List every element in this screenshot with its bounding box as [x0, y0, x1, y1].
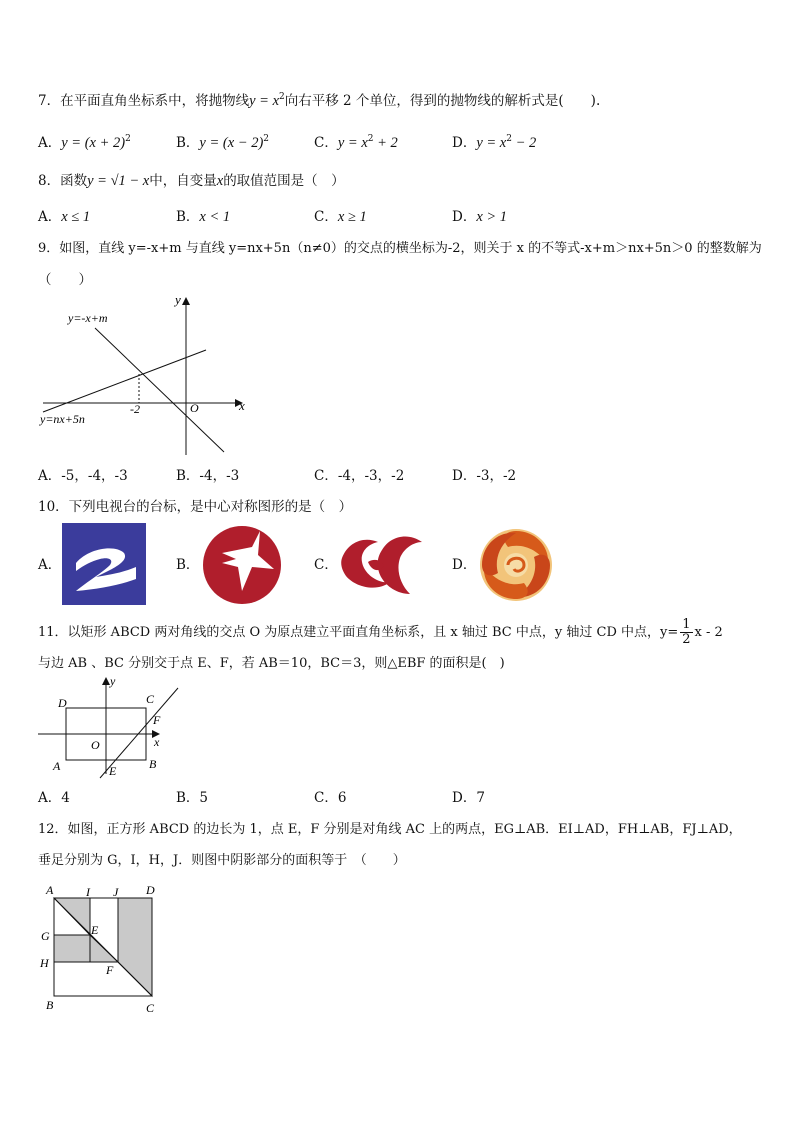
q12-label-a: A: [46, 883, 54, 897]
q9-origin-label: O: [190, 401, 199, 415]
q8-option-d[interactable]: D．x > 1: [452, 209, 508, 225]
q11-y-arrow: [102, 677, 110, 685]
q9-line-neg: [95, 328, 224, 452]
q12-label-b: B: [46, 998, 54, 1012]
q9-tick-label: -2: [130, 402, 140, 416]
q7-option-a[interactable]: A．$y = (x + 2)^2$: [38, 134, 131, 151]
q11-label-b: B: [149, 757, 157, 771]
q9-option-b[interactable]: B．-4，-3: [176, 468, 240, 484]
q10-stem: 10．下列电视台的台标，是中心对称图形的是（ ）: [38, 499, 353, 515]
q12-label-f: F: [106, 963, 114, 977]
q11-label-e: E: [109, 764, 117, 778]
q11-label-o: O: [91, 738, 100, 752]
q9-y-label: y: [175, 292, 181, 307]
q12-label-d: D: [146, 883, 155, 897]
q11-figure: [36, 674, 186, 784]
phoenix-spiral-logo: [478, 527, 554, 603]
q11-x-label: x: [154, 735, 160, 749]
q11-label-f: F: [153, 713, 161, 727]
q11-label-d: D: [58, 696, 67, 710]
q12-figure: [36, 880, 168, 1018]
q9-y-arrow: [182, 297, 190, 305]
q7-option-c[interactable]: C．$y = x^2 + 2$: [314, 134, 398, 151]
q12-label-i: I: [86, 885, 90, 899]
q10-option-c-label[interactable]: C．: [314, 557, 338, 573]
q12-label-c: C: [146, 1001, 155, 1015]
q9-stem-line2: （ ）: [38, 272, 92, 288]
q8-option-c[interactable]: C．x ≥ 1: [314, 209, 367, 225]
q9-label-neg: y=-x+m: [68, 311, 108, 325]
q10-option-a-label[interactable]: A．: [38, 557, 62, 573]
q7-option-d[interactable]: D．$y = x^2 - 2$: [452, 134, 537, 151]
q7-stem: 7．在平面直角坐标系中，将抛物线$y = x^2$向右平移 2 个单位，得到的抛物线的解析式是( ).: [38, 92, 601, 109]
q9-figure: [38, 290, 253, 460]
q10-option-b-label[interactable]: B．: [176, 557, 200, 573]
q9-option-c[interactable]: C．-4，-3，-2: [314, 468, 405, 484]
q9-label-pos: y=nx+5n: [40, 412, 85, 426]
q12-shade-rect-left: [54, 935, 90, 962]
red-star-circle-logo: [202, 525, 282, 605]
q12-label-h: H: [40, 956, 49, 970]
q12-stem-line2: 垂足分别为 G，I，H，J．则图中阴影部分的面积等于 （ ）: [38, 853, 406, 868]
q10-option-d-label[interactable]: D．: [452, 557, 477, 573]
q12-label-j: J: [113, 885, 119, 899]
q11-fraction: $\frac{1}{2}$: [682, 617, 691, 647]
q8-stem: 8．函数y = √1 − x中，自变量x的取值范围是（ ）: [38, 173, 345, 189]
q8-option-b[interactable]: B．x < 1: [176, 209, 231, 225]
q12-shade-right: [118, 898, 152, 996]
q11-option-b[interactable]: B．5: [176, 790, 209, 806]
q11-stem-line2: 与边 AB 、BC 分别交于点 E、F，若 AB＝10，BC＝3，则△EBF 的面积是( ): [38, 656, 505, 671]
q11-stem-line1: 11．以矩形 ABCD 两对角线的交点 O 为原点建立平面直角坐标系，且 x 轴过 BC 中点，y 轴过 CD 中点，y= $\frac{1}{2}$ x - 2: [38, 617, 723, 647]
q9-stem-line1: 9．如图，直线 y=-x+m 与直线 y=nx+5n（n≠0）的交点的横坐标为-2，则关于 x 的不等式-x+m＞nx+5n＞0 的整数解为: [38, 241, 762, 256]
q11-y-label: y: [110, 674, 116, 688]
q12-label-e: E: [91, 923, 99, 937]
red-swoosh-logo: [338, 528, 426, 602]
q7-option-b[interactable]: B．$y = (x - 2)^2$: [176, 134, 270, 151]
q11-label-a: A: [53, 759, 61, 773]
q12-stem-line1: 12．如图，正方形 ABCD 的边长为 1，点 E，F 分别是对角线 AC 上的两点，EG⊥AB．EI⊥AD，FH⊥AB，FJ⊥AD，: [38, 822, 742, 837]
q11-option-d[interactable]: D．7: [452, 790, 485, 806]
q9-x-label: x: [239, 398, 245, 413]
q11-option-a[interactable]: A．4: [38, 790, 70, 806]
q11-option-c[interactable]: C．6: [314, 790, 347, 806]
q9-option-d[interactable]: D．-3，-2: [452, 468, 517, 484]
q12-label-g: G: [41, 929, 50, 943]
q9-option-a[interactable]: A．-5，-4，-3: [38, 468, 128, 484]
q11-label-c: C: [146, 692, 155, 706]
q8-option-a[interactable]: A．x ≤ 1: [38, 209, 91, 225]
blue-square-logo: [62, 523, 146, 605]
